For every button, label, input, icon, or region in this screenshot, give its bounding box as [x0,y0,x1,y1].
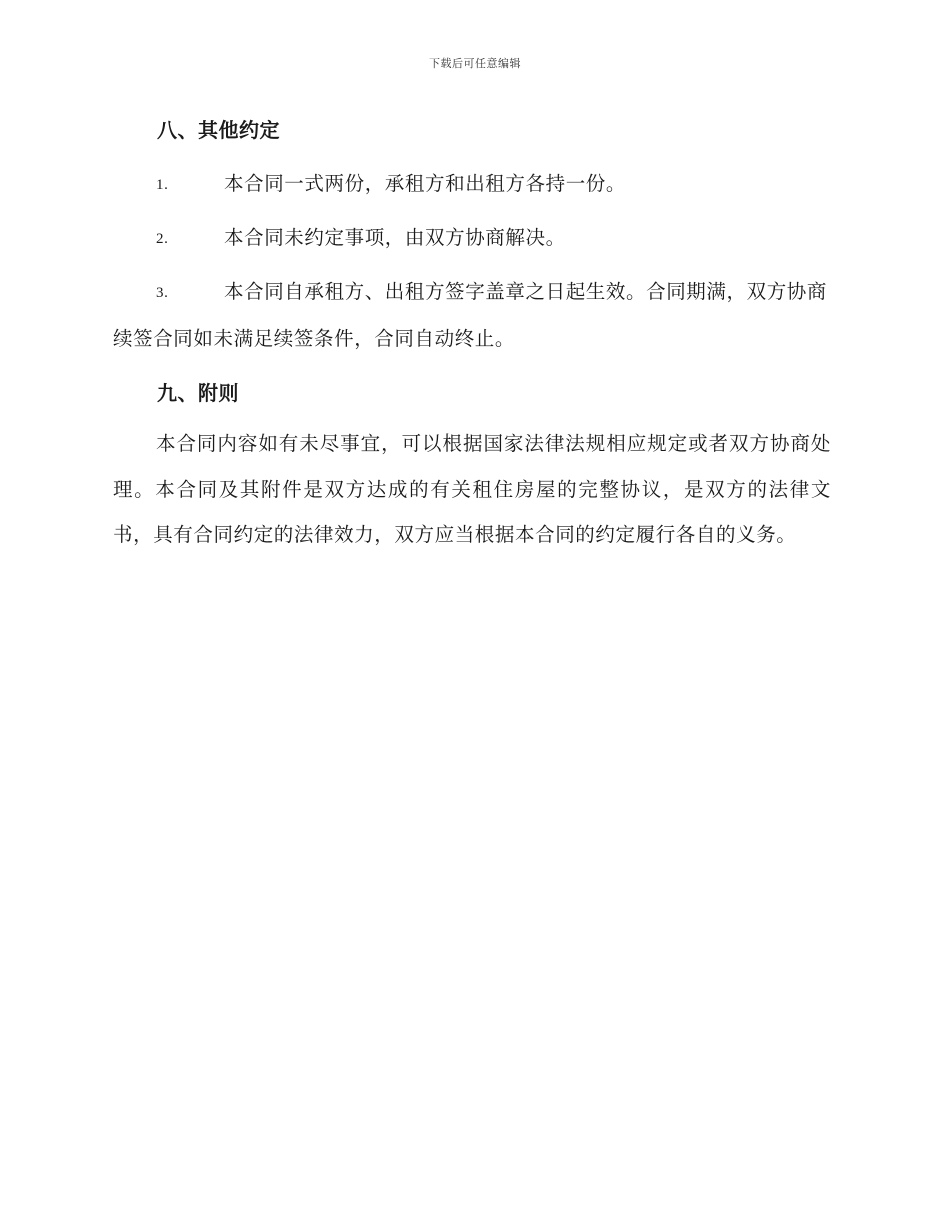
section-8-item-2 [113,215,831,262]
section-8-item-3 [113,269,831,361]
section-8-heading: 八、其他约定 [157,118,280,142]
item-text: 本合同未约定事项，由双方协商解决。 [224,226,566,249]
item-number: 3. [156,285,169,301]
section-9-heading: 九、附则 [157,381,239,405]
section-9-paragraph: 本合同内容如有未尽事宜，可以根据国家法律法规相应规定或者双方协商处理。本合同及其附件是双方达成的有关租住房屋的完整协议，是双方的法律文书，具有合同约定的法律效力，双方应当根据本合同的约定履行各自的义务。 [113,432,831,546]
item-number: 1. [156,177,169,193]
item-text: 本合同一式两份，承租方和出租方各持一份。 [224,172,627,195]
item-text: 本合同自承租方、出租方签字盖章之日起生效。合同期满，双方协商续签合同如未满足续签条件，合同自动终止。 [113,280,828,350]
page-header-note: 下载后可任意编辑 [429,57,521,70]
section-8-item-1 [113,161,831,208]
item-number: 2. [156,231,169,247]
